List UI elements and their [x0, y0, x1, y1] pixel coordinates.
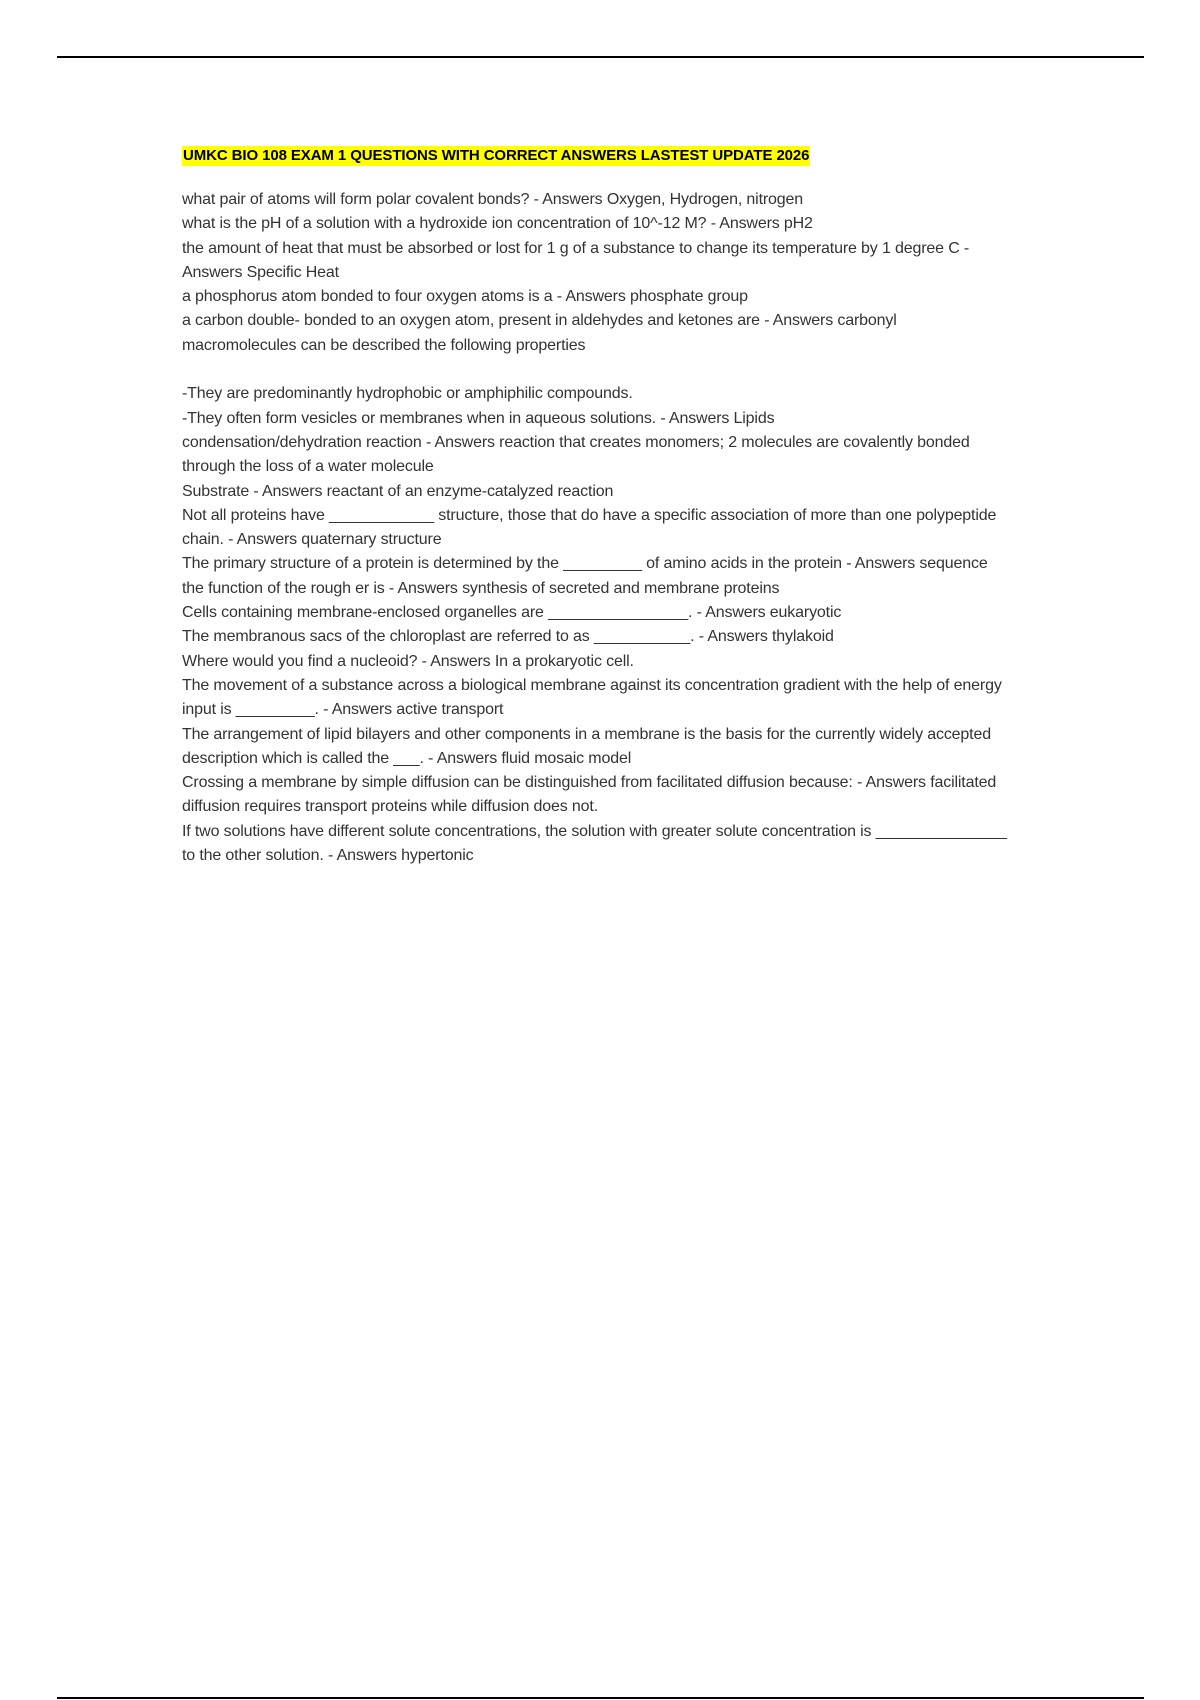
- qa-item: what pair of atoms will form polar covalent bonds? - Answers Oxygen, Hydrogen, nitrogen: [182, 191, 804, 208]
- qa-item: the function of the rough er is - Answers synthesis of secreted and membrane proteins: [182, 579, 780, 597]
- header-rule: [57, 56, 1144, 58]
- qa-item: The primary structure of a protein is determined by the _________ of amino acids in the protein - Answers sequence: [182, 555, 988, 573]
- qa-item: a carbon double- bonded to an oxygen atom, present in aldehydes and ketones are - Answers carbonyl: [182, 312, 897, 330]
- qa-item: Where would you find a nucleoid? - Answers In a prokaryotic cell.: [182, 652, 634, 670]
- qa-item: a phosphorus atom bonded to four oxygen atoms is a - Answers phosphate group: [182, 288, 748, 306]
- qa-item: -They often form vesicles or membranes when in aqueous solutions. - Answers Lipids: [182, 409, 775, 427]
- qa-item: Not all proteins have ____________ structure, those that do have a specific association of more than one polypeptide chain. - Answers quaternary structure: [182, 506, 997, 549]
- blank-line: [182, 358, 1022, 382]
- qa-item: The movement of a substance across a biological membrane against its concentration gradient with the help of energy input is _________. - Answers active transport: [182, 676, 1002, 719]
- qa-item: Crossing a membrane by simple diffusion can be distinguished from facilitated diffusion because: - Answers facilitated diffusion requires transport proteins while diffusion does not.: [182, 774, 997, 816]
- document-body: [182, 146, 1022, 868]
- qa-item: condensation/dehydration reaction - Answers reaction that creates monomers; 2 molecules are covalently bonded through the loss of a water molecule: [182, 433, 970, 476]
- qa-item: If two solutions have different solute concentrations, the solution with greater solute concentration is _______________ to the other solution. - Answers hypertonic: [182, 822, 1007, 865]
- qa-item: Cells containing membrane-enclosed organelles are ________________. - Answers eukaryotic: [182, 604, 842, 622]
- footer-rule: [57, 1697, 1144, 1699]
- document-title: UMKC BIO 108 EXAM 1 QUESTIONS WITH CORRECT ANSWERS LASTEST UPDATE 2026: [183, 147, 810, 164]
- qa-item: macromolecules can be described the following properties: [182, 336, 586, 354]
- qa-item: The arrangement of lipid bilayers and other components in a membrane is the basis for the currently widely accepted description which is called the ___. - Answers fluid mosaic model: [182, 725, 991, 767]
- qa-list: [182, 188, 1022, 868]
- qa-item: the amount of heat that must be absorbed or lost for 1 g of a substance to change its temperature by 1 degree C - Answers Specific Heat: [182, 239, 970, 281]
- qa-item: The membranous sacs of the chloroplast are referred to as ___________. - Answers thylakoid: [182, 628, 834, 646]
- qa-item: -They are predominantly hydrophobic or amphiphilic compounds.: [182, 385, 633, 403]
- qa-item: what is the pH of a solution with a hydroxide ion concentration of 10^-12 M? - Answers pH2: [182, 215, 813, 233]
- qa-item: Substrate - Answers reactant of an enzyme-catalyzed reaction: [182, 482, 614, 500]
